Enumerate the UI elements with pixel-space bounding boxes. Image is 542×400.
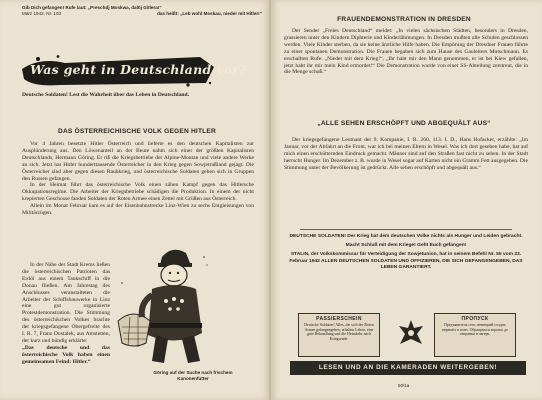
appeal-line: DEUTSCHE SOLDATEN! Der Krieg hat dem deutschen Volke nichts als Hunger und Leiden gebracht. bbox=[289, 234, 523, 239]
masthead-title: Was geht in Deutschland vor? bbox=[30, 62, 247, 77]
print-code: 50/1a bbox=[398, 383, 410, 388]
paragraph: Allein im Monat Februar kam es auf der Eisenbahnstrecke Linz-Wien zu sechs Entgleisungen von Militärzügen. bbox=[22, 203, 254, 217]
appeal-line: STALIN, der Volkskommissar für Verteidigung der Sowjetunion, hat in seinem Befehl Nr. 55 vom 23. Februar 1942 ALLEN DEUTSCHEN SOLDATEN UND OFFIZIEREN, DIE SICH GEFANGENGEBEN, DAS LEBEN GARANTIERT. bbox=[289, 252, 523, 270]
appeal-line: Macht Schluß mit dem Kriege! Geht Euch gefangen! bbox=[345, 243, 467, 249]
article-heading-austria: DAS ÖSTERREICHISCHE VOLK GEGEN HITLER bbox=[58, 128, 216, 135]
paragraph: Vor 4 Jahren besetzte Hitler Österreich und lieferte es den deutschen Kapitalisten zur Ausplünderung aus. Den Löwenanteil an der Beute nahm sich einer der größten Kapitalisten Deutschlands, Hermann Göring. Er riß die Kriegsbetriebe der Alpine-Montan und viele andere Werke an sich. Jetzt hat Hitler hunderttausende Österreicher in den Krieg gegen Sowjetrußland gejagt. Die Österreicher sind aber gegen diesen Raubkrieg, und österreichische Soldaten gehen sich in Gruppen den Russen gefangen. bbox=[22, 141, 254, 182]
article-body-dresden bbox=[284, 28, 528, 76]
article-body-wesel bbox=[284, 137, 528, 172]
pass-title: PASSIERSCHEIN bbox=[316, 316, 362, 322]
top-strip-right: das heißt: „Leb wohl Moskau, nieder mit Hitler!“ bbox=[157, 10, 262, 16]
illustration-caption: Göring auf der Suche nach frischem Kanonenfutter bbox=[153, 370, 233, 381]
top-strip bbox=[22, 5, 262, 17]
safe-conduct-pass-german bbox=[298, 313, 380, 357]
article-heading-wesel: „ALLE SEHEN ERSCHÖPFT UND ABGEQUÄLT AUS“ bbox=[317, 120, 491, 127]
paragraph: In der Heimat führt das österreichische Volk einen zähen Kampf gegen das Hitlersche Okkupationsregime. Die Arbeiter der Kriegsbetriebe schädigen die Produktion. In einem der nicht krepierten Geschosse fanden Soldaten der Roten Armee einen Zettel mit Grüßen aus Österreich. bbox=[22, 182, 254, 203]
paragraph: In der Nähe der Stadt Krems ließen die österreichischen Patrioten das Erdöl aus einem Tankschiff in die Donau fließen. Am Jahrestag des Anschlusses veranstalteten die Arbeiter der Schiffsbauwerke in Linz eine gut organisierte Protestdemonstration. Die Stimmung des österreichischen Volkes brachte der kriegsgefangene Obergefreite des I. R. 7, Franz Dostalek, aus Amstetten, der kurz und bündig erklärte: bbox=[22, 262, 110, 344]
caricature-illustration bbox=[116, 243, 212, 373]
pass-text: Deutsche Soldaten! Alles, die sich der Roten Armee gefangengeben, erhalten Leben, eine gute Behandlung und die Heimkehr nach Kriegsende. bbox=[304, 323, 374, 342]
appeal-block bbox=[284, 234, 528, 271]
emblem-icon bbox=[397, 318, 425, 350]
issue-date: März 1942, Nr. 103 bbox=[22, 10, 62, 16]
pass-title: ПРОПУСК bbox=[461, 316, 489, 322]
left-page bbox=[0, 0, 270, 400]
article-heading-dresden: FRAUENDEMONSTRATION IN DRESDEN bbox=[337, 16, 471, 23]
article-body-austria bbox=[22, 141, 254, 217]
subtitle: Deutsche Soldaten! Lest die Wahrheit über das Leben in Deutschland. bbox=[22, 92, 190, 98]
pass-text: Предъявитель сего, немецкий солдат, перешёл в плен. Обращаться хорошо до отправки в лагерь. bbox=[441, 323, 509, 337]
safe-conduct-pass-russian bbox=[434, 313, 516, 357]
quote-bold: „Das deutsche und das österreichische Volk haben einen gemeinsamen Feind: Hitler.“ bbox=[22, 344, 110, 365]
article-column bbox=[22, 262, 110, 366]
paragraph: Der Sender „Freies Deutschland“ meldet: „In vielen sächsischen Städten, besonders in Dresden, grassieren unter den Kindern Diphterie und Kinderlähmungen. In Dresden mußten alle Schulen geschlossen werden. Viele Kinder sterben, da sie keine ärztliche Hilfe haben. Die Empörung der Dresdner Frauen führte zu einer spontanen Demonstration. Die Frauen begaben sich zum Hause des Gauleiters Mutschmann. Es erschallten Rufe: „Nieder mit dem Krieg!“, „Ihr habt mir den Mann genommen, er ist bei Kiew gefallen, jetzt habt ihr mir mein Kind ermordet!“ Die Demonstration wurde von einer SS-Abteilung zerstreut, die in die Menge schoß.“ bbox=[284, 28, 528, 76]
paragraph: Der kriegsgefangene Leutnant der 9. Kompanie, I. R. 260, 113. I. D., Hans Hofacker, erzählte: „Im Januar, vor der Abfahrt an die Front, war ich bei meinen Eltern in Wesel. Was ich dort gesehen habe, hat auf mich einen erschütternden Eindruck gemacht. Männer sind auf den Straßen fast nicht zu sehen. In der Stadt herrscht Hunger. Im Dezember z. B. wurde in Wesel sogar auf Karten nicht ein Gramm Fett ausgegeben. Die Stimmung unter der Bevölkerung ist gedrückt. Alle sehen erschöpft und abgequält aus.“ bbox=[284, 137, 528, 171]
pass-on-banner: LESEN UND AN DIE KAMERADEN WEITERGEBEN! bbox=[290, 361, 526, 375]
top-strip-left: Gib Dich gefangen! Rufe laut: „Preschdj Moskwa, dalöj Gitlera!“ bbox=[22, 5, 162, 10]
divider bbox=[300, 229, 512, 230]
